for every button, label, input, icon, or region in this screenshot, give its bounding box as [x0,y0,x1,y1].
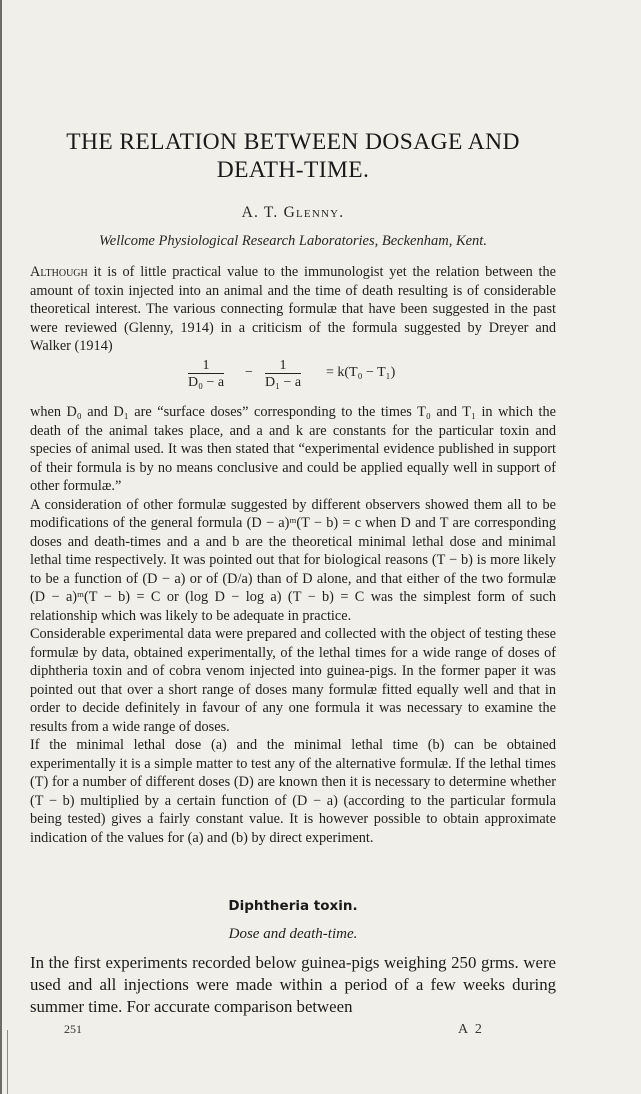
paragraph-1-text: it is of little practical value to the immunologist yet the relation between the amount of toxin injected into an animal and the time of death resulting is of considerable theoretical interest. The various connecting formulæ that have been suggested in the past were reviewed (Glenny, 1914) in a criticism of the formula suggested by Dreyer and Walker (1914) [30,264,557,354]
paragraph-2: when D₀ and D₁ are “surface doses” corresponding to the times T₀ and T₁ in which the death of the animal takes place, and a and k are constants for the particular toxin and species of animal used. It was then stated that “experimental evidence published in support of their formula is by no means conclusive and could be applied equally well in support of other formulæ.” [30,404,556,494]
formula-fraction-1 [188,358,224,392]
section-heading: Diphtheria toxin. [228,898,358,914]
paragraph-5: If the minimal lethal dose (a) and the minimal lethal time (b) can be obtained experimentally it is a simple matter to test any of the alternative formulæ. If the lethal times (T) for a number of different doses (D) are known then it is necessary to determine whether (T − b) multiplied by a certain function of (D − a) (according to the particular formula being tested) gives a fairly constant value. It is however possible to obtain approximate indication of the values for (a) and (b) by direct experiment. [30,737,556,846]
paragraph-6: In the first experiments recorded below guinea-pigs weighing 250 grms. were used and all injections were made within a period of a few weeks during summer time. For accurate comparison between [30,953,556,1016]
formula-rhs: = k(T₀ − T₁) [326,365,396,380]
paragraph-1-lead: Although [30,264,88,280]
formula-den-2: D₁ − a [265,375,302,390]
subsection-heading: Dose and death-time. [228,926,358,942]
title-line-1: THE RELATION BETWEEN DOSAGE AND [66,129,520,155]
title-line-2: DEATH-TIME. [216,157,370,183]
formula-den-1: D₀ − a [188,375,225,390]
paper-title [30,128,556,184]
author-surname: Glenny. [283,204,345,221]
paragraph-1 [30,263,556,356]
formula-num-1: 1 [188,358,224,374]
signature-mark: A 2 [458,1022,484,1037]
page-edge-shadow [0,0,2,1094]
author [30,204,556,222]
page-number: 251 [64,1022,82,1036]
formula-fraction-2 [265,358,301,392]
paragraph-4: Considerable experimental data were prepared and collected with the object of testing these formulæ by data, obtained experimentally, of the lethal times for a wide range of doses of diphtheria toxin and of cobra venom injected into guinea-pigs. In the former paper it was pointed out that over a short range of doses many formulæ fitted equally well and that in order to decide definitely in favour of any one formula it was necessary to examine the results from a wide range of doses. [30,626,556,735]
intro-block [30,263,556,356]
formula-num-2: 1 [265,358,301,374]
main-body [30,403,556,847]
page-edge-mark [7,1030,8,1094]
formula-minus: − [245,365,253,380]
affiliation: Wellcome Physiological Research Laboratories, Beckenham, Kent. [99,233,487,249]
paragraph-3: A consideration of other formulæ suggested by different observers showed them all to be modifications of the general formula (D − a)ᵐ(T − b) = c when D and T are corresponding doses and death-times and a and b are the theoretical minimal lethal dose and minimal lethal time respectively. It was pointed out that for biological reasons (T − b) is more likely to be a function of (D − a) or of (D/a) than of D alone, and that either of the two formulæ (D − a)ᵐ(T − b) = C or (log D − log a) (T − b) = C was the simplest form of such relationship which was likely to be adequate in practice. [30,496,556,624]
author-initials: A. T. [241,204,279,221]
formula [30,358,556,398]
